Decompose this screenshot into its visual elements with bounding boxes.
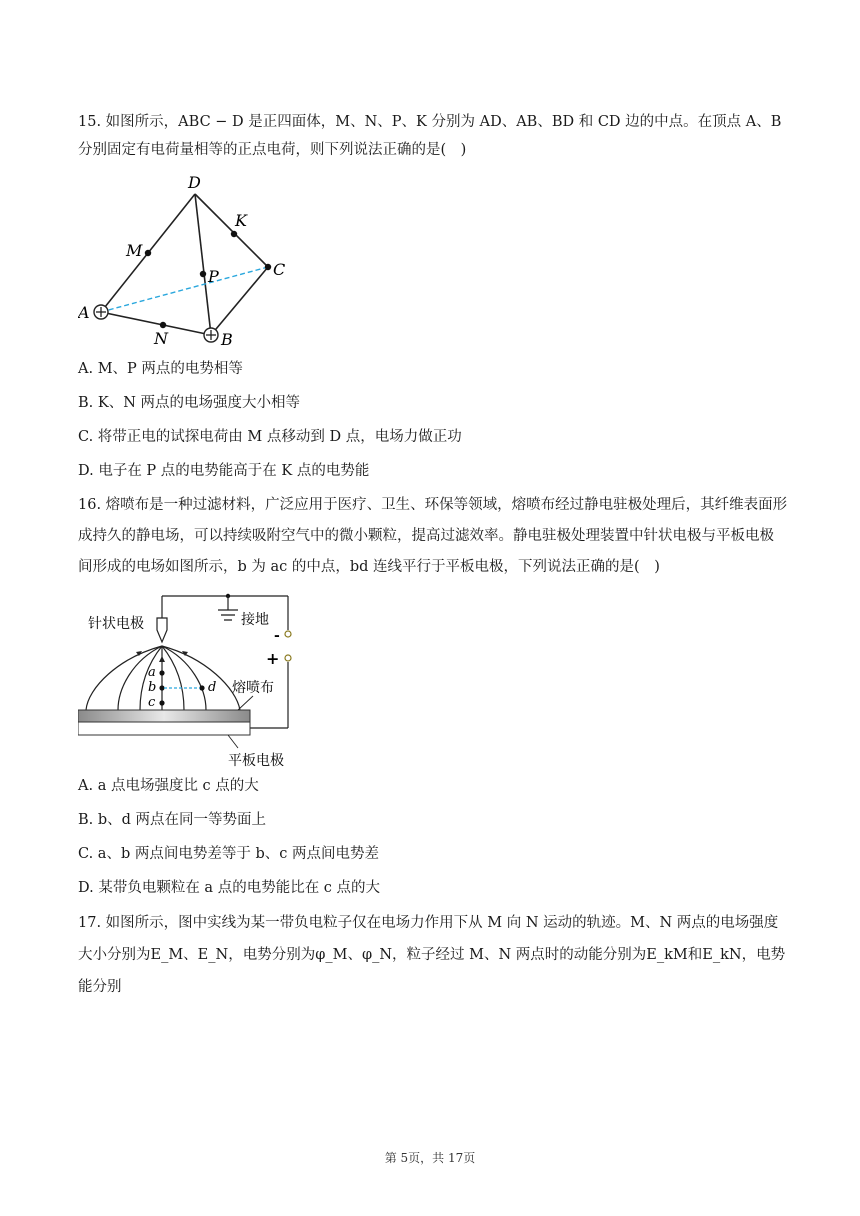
question-16-stem: 16. 熔喷布是一种过滤材料，广泛应用于医疗、卫生、环保等领域，熔喷布经过静电驻极处理后，其纤维表面形成持久的静电场，可以持续吸附空气中的微小颗粒，提高过滤效率。静电驻极处理装置中针状电极与平板电极间形成的电场如图所示，b 为 ac 的中点，bd 连线平行于平板电极，下列说法正确的是( )	[78, 497, 788, 575]
q16-option-b: B. b、d 两点在同一等势面上	[78, 812, 267, 828]
edge-DC	[195, 194, 268, 267]
label-d: d	[208, 680, 217, 695]
label-minus: -	[274, 628, 280, 644]
label-M: M	[126, 241, 143, 260]
label-plus: +	[266, 649, 280, 668]
question-15-stem: 15. 如图所示，ABC − D 是正四面体，M、N、P、K 分别为 AD、AB、BD 和 CD 边的中点。在顶点 A、B 分别固定有电荷量相等的正点电荷，则下列说法正确的是( )	[78, 114, 782, 158]
point-P	[200, 271, 206, 277]
electret-device-figure	[78, 588, 308, 770]
label-C: C	[273, 260, 286, 279]
edge-DB	[195, 194, 211, 335]
label-meltblown: 熔喷布	[232, 680, 274, 696]
point-c	[159, 700, 164, 705]
point-K	[231, 231, 237, 237]
point-M	[145, 250, 151, 256]
edge-AC-dashed	[101, 267, 268, 312]
edge-BC	[211, 267, 268, 335]
label-a: a	[148, 665, 156, 680]
q16-option-c: C. a、b 两点间电势差等于 b、c 两点间电势差	[78, 846, 379, 862]
page-footer: 第 5页，共 17页	[384, 1151, 476, 1165]
point-N	[160, 322, 166, 328]
label-N: N	[154, 329, 168, 348]
label-P: P	[208, 267, 219, 286]
label-c: c	[148, 695, 156, 710]
q15-option-c: C. 将带正电的试探电荷由 M 点移动到 D 点，电场力做正功	[78, 429, 462, 445]
label-ground: 接地	[241, 612, 269, 628]
tetrahedron-figure	[78, 172, 303, 348]
label-K: K	[235, 211, 247, 230]
terminal-minus	[285, 631, 291, 637]
q15-option-b: B. K、N 两点的电场强度大小相等	[78, 395, 301, 411]
label-needle-electrode: 针状电极	[88, 616, 144, 632]
label-D: D	[188, 173, 201, 192]
terminal-plus	[285, 655, 291, 661]
q16-option-d: D. 某带负电颗粒在 a 点的电势能比在 c 点的大	[78, 880, 381, 896]
point-C	[265, 264, 271, 270]
meltblown-fabric	[78, 710, 250, 722]
label-b: b	[148, 680, 157, 695]
label-B: B	[221, 330, 233, 348]
q15-option-d: D. 电子在 P 点的电势能高于在 K 点的电势能	[78, 463, 370, 479]
point-d	[199, 685, 204, 690]
needle-electrode	[157, 618, 167, 642]
point-b	[159, 685, 164, 690]
label-A: A	[78, 303, 90, 322]
question-17-stem: 17. 如图所示，图中实线为某一带负电粒子仅在电场力作用下从 M 向 N 运动的轨迹。M、N 两点的电场强度大小分别为E_M、E_N，电势分别为φ_M、φ_N，粒子经过 M、N 两点时的动能分别为E_kM和E_kN，电势能分别	[78, 915, 786, 995]
point-a	[159, 670, 164, 675]
plate-electrode	[78, 722, 250, 735]
q15-option-a: A. M、P 两点的电势相等	[78, 361, 243, 377]
q16-option-a: A. a 点电场强度比 c 点的大	[78, 778, 259, 794]
label-plate-electrode: 平板电极	[228, 753, 284, 769]
